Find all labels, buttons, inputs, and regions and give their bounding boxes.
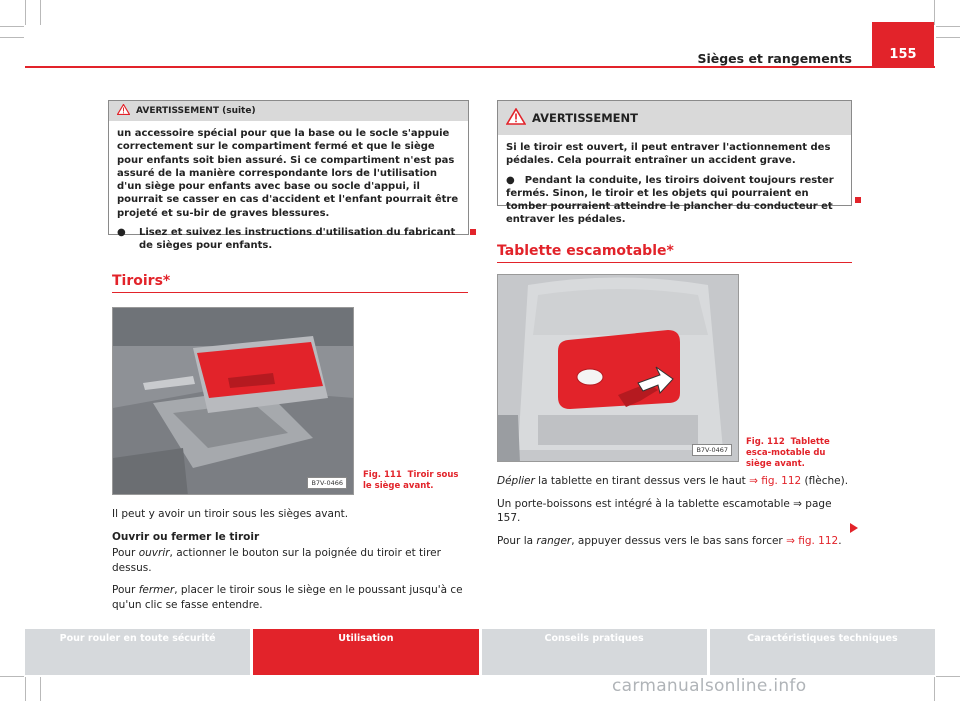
figure-link[interactable]: ⇒ fig. 112 bbox=[786, 534, 839, 547]
warning-bullet bbox=[117, 226, 460, 253]
subheading: Ouvrir ou fermer le tiroir bbox=[112, 530, 260, 543]
crop-mark bbox=[40, 677, 41, 701]
text-fragment: , actionner le bouton sur la poignée du tiroir et tirer dessus. bbox=[112, 547, 441, 574]
warning-box bbox=[497, 100, 852, 226]
crop-mark bbox=[0, 37, 24, 38]
text-fragment: Pour bbox=[112, 547, 139, 559]
close-instruction bbox=[112, 583, 468, 612]
emphasis-text: ranger bbox=[536, 534, 572, 547]
tablette-text bbox=[497, 474, 857, 556]
unfold-instruction bbox=[497, 474, 857, 489]
crop-mark bbox=[936, 37, 960, 38]
figure-number: Fig. 111 bbox=[363, 470, 402, 480]
figure-code: B7V-0467 bbox=[692, 444, 732, 456]
crop-mark bbox=[0, 676, 24, 677]
emphasis-text: ouvrir bbox=[138, 547, 170, 559]
crop-mark bbox=[934, 677, 935, 701]
text-fragment: la tablette en tirant dessus vers le haut bbox=[534, 475, 750, 487]
figure-caption-text: Tablette esca-motable du siège avant. bbox=[746, 437, 830, 469]
drawer-illustration bbox=[113, 308, 354, 495]
figure-link[interactable]: ⇒ fig. 112 bbox=[749, 475, 802, 487]
crop-mark bbox=[25, 677, 26, 701]
text-fragment: . bbox=[838, 534, 842, 547]
footer-tab-securite[interactable]: Pour rouler en toute sécurité bbox=[25, 629, 250, 675]
header-rule bbox=[25, 66, 935, 68]
watermark: carmanualsonline.info bbox=[612, 676, 807, 696]
text-fragment: , placer le tiroir sous le siège en le poussant jusqu'à ce qu'un clic se fasse entendre. bbox=[112, 584, 463, 611]
figure-caption-text: Tiroir sous le siège avant. bbox=[363, 470, 459, 491]
continue-arrow-icon bbox=[850, 523, 858, 533]
warning-paragraph: un accessoire spécial pour que la base ou le socle s'appuie correctement sur le compartiment fermé et que le siège pour enfants soit bien assuré. Si ce compartiment n'est pas assuré de la manière correspondante lors de l'utilisation d'un siège pour enfants avec base ou socle d'appui, il pourrait se casser en cas d'accident et l'enfant pourrait être projeté et su-bir de graves blessures. bbox=[117, 128, 459, 219]
footer-tab-conseils[interactable]: Conseils pratiques bbox=[482, 629, 707, 675]
section-rule bbox=[112, 292, 468, 293]
crop-mark bbox=[934, 0, 935, 25]
warning-heading-text: AVERTISSEMENT bbox=[532, 111, 639, 125]
text-fragment: Pour bbox=[112, 584, 139, 596]
section-title-tiroirs: Tiroirs* bbox=[112, 273, 171, 289]
emphasis-text: fermer bbox=[138, 584, 175, 596]
footer-nav bbox=[25, 629, 935, 675]
figure-caption bbox=[746, 437, 850, 470]
crop-mark bbox=[0, 26, 24, 27]
page-number-text: 155 bbox=[889, 47, 917, 62]
tray-illustration bbox=[498, 275, 739, 462]
stow-instruction bbox=[497, 534, 857, 549]
warning-paragraph: Si le tiroir est ouvert, il peut entraver l'actionnement des pédales. Cela pourrait entraîner un accident grave. bbox=[506, 142, 831, 167]
cupholder-note: Un porte-boissons est intégré à la tablette escamotable ⇒ page 157. bbox=[497, 497, 832, 524]
tiroirs-text bbox=[112, 507, 468, 620]
section-rule bbox=[497, 262, 852, 263]
intro-paragraph: Il peut y avoir un tiroir sous les sièges avant. bbox=[112, 508, 349, 520]
warning-box-continued bbox=[108, 100, 469, 252]
footer-tab-utilisation[interactable]: Utilisation bbox=[253, 629, 478, 675]
figure-drawer bbox=[112, 307, 354, 495]
figure-number: Fig. 112 bbox=[746, 437, 785, 447]
warning-triangle-icon bbox=[117, 104, 130, 118]
warning-heading bbox=[109, 101, 468, 121]
open-instruction bbox=[112, 546, 468, 575]
bullet-icon: ● bbox=[117, 227, 126, 239]
warning-triangle-icon bbox=[506, 108, 526, 128]
warning-bullet-text: Pendant la conduite, les tiroirs doivent toujours rester fermés. Sinon, le tiroir et les objets qui pourraient en tomber pourraient atteindre le plancher du conducteur et entraver les pédales. bbox=[506, 174, 834, 226]
warning-bullet-text: Lisez et suivez les instructions d'utilisation du fabricant de sièges pour enfants. bbox=[139, 227, 456, 252]
page-number bbox=[872, 22, 934, 66]
crop-mark bbox=[936, 26, 960, 27]
header-title: Sièges et rangements bbox=[697, 51, 852, 66]
warning-heading bbox=[498, 101, 851, 135]
emphasis-text: Déplier bbox=[497, 475, 535, 487]
crop-mark bbox=[936, 676, 960, 677]
warning-bullet bbox=[506, 174, 843, 227]
figure-code: B7V-0466 bbox=[307, 477, 347, 489]
warning-heading-text: AVERTISSEMENT (suite) bbox=[136, 106, 256, 116]
warning-body bbox=[109, 121, 468, 253]
section-title-tablette: Tablette escamotable* bbox=[497, 243, 674, 259]
section-end-mark bbox=[470, 229, 476, 235]
text-fragment: Pour la bbox=[497, 534, 537, 547]
crop-mark bbox=[25, 0, 26, 25]
text-fragment: (flèche). bbox=[801, 475, 849, 487]
bullet-icon: ● bbox=[506, 174, 515, 186]
footer-tab-caracteristiques[interactable]: Caractéristiques techniques bbox=[710, 629, 935, 675]
section-end-mark bbox=[855, 197, 861, 203]
warning-body bbox=[498, 135, 851, 227]
figure-tray bbox=[497, 274, 739, 462]
figure-caption bbox=[363, 470, 463, 492]
text-fragment: , appuyer dessus vers le bas sans forcer bbox=[571, 534, 787, 547]
crop-mark bbox=[40, 0, 41, 25]
